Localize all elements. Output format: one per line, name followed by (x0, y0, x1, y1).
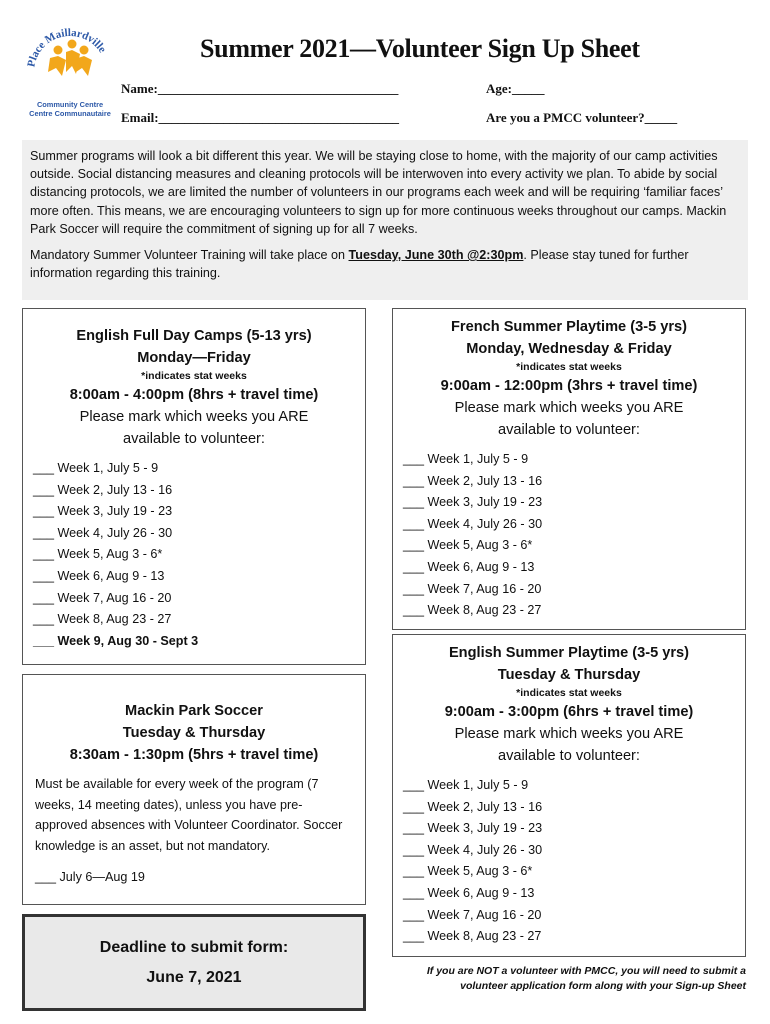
deadline-date: June 7, 2021 (146, 969, 242, 986)
fsp-week-5[interactable]: ___ Week 5, Aug 3 - 6* (403, 538, 533, 553)
esp-week-7[interactable]: ___ Week 7, Aug 16 - 20 (403, 907, 542, 922)
training-text-after: . Please stay tuned for further information regarding this training. (30, 248, 689, 281)
efd-title: English Full Day Camps (5-13 yrs) (76, 328, 312, 344)
fsp-week-2[interactable]: ___ Week 2, July 13 - 16 (403, 473, 543, 488)
training-text-before: Mandatory Summer Volunteer Training will take place on (30, 248, 349, 263)
efd-week-2[interactable]: ___ Week 2, July 13 - 16 (33, 482, 173, 497)
esp-days: Tuesday & Thursday (497, 667, 641, 683)
efd-week-6[interactable]: ___ Week 6, Aug 9 - 13 (33, 568, 165, 583)
esp-title: English Summer Playtime (3-5 yrs) (448, 645, 690, 661)
soccer-time: 8:30am - 1:30pm (5hrs + travel time) (69, 747, 319, 763)
footnote-line-1: If you are NOT a volunteer with PMCC, you will need to submit a (426, 965, 746, 977)
efd-week-1[interactable]: ___ Week 1, July 5 - 9 (33, 461, 159, 475)
age-field[interactable]: Age:_____ (486, 81, 545, 96)
name-field[interactable]: Name:_____________________________________ (121, 81, 399, 96)
intro-paragraph: Summer programs will look a bit different this year. We will be staying close to home, with the majority of our camp activities outside. Social distancing measures and cleaning protocols will be interwoven into every activity we plan. To abide by social distancing protocols, we are limited the number of volunteers in our programs each week and will be requiring ‘familiar faces’ more often. This means, we are encouraging volunteers to sign up for more continuous weeks throughout our camps. Mackin Park Soccer will require the commitment of signing up for all 7 weeks. (30, 149, 727, 236)
fsp-week-list (393, 449, 745, 622)
soccer-days: Tuesday & Thursday (122, 725, 266, 741)
footnote-line-2: volunteer application form along with your Sign-up Sheet (460, 980, 746, 992)
esp-stat-note: *indicates stat weeks (516, 687, 622, 699)
french-summer-playtime-box (392, 308, 746, 630)
community-centre-logo (22, 20, 118, 120)
logo-arc-text: Place Maillardville (25, 26, 109, 69)
pmcc-volunteer-field[interactable]: Are you a PMCC volunteer?_____ (486, 110, 678, 125)
efd-week-list (23, 458, 365, 652)
esp-week-5[interactable]: ___ Week 5, Aug 3 - 6* (403, 864, 533, 879)
fsp-week-3[interactable]: ___ Week 3, July 19 - 23 (403, 495, 543, 510)
fsp-stat-note: *indicates stat weeks (516, 361, 622, 373)
efd-week-4[interactable]: ___ Week 4, July 26 - 30 (33, 525, 173, 540)
esp-week-4[interactable]: ___ Week 4, July 26 - 30 (403, 842, 543, 857)
logo-subtitle-fr: Centre Communautaire (29, 109, 111, 118)
esp-instruction-1: Please mark which weeks you ARE (454, 726, 684, 742)
efd-week-9[interactable]: ___ Week 9, Aug 30 - Sept 3 (33, 633, 199, 648)
esp-week-6[interactable]: ___ Week 6, Aug 9 - 13 (403, 885, 535, 900)
mackin-park-soccer-box (22, 674, 366, 905)
soccer-description: Must be available for every week of the program (7 weeks, 14 meeting dates), unless you have pre-approved absences with Volunteer Coordinator. Soccer knowledge is an asset, but not mandatory. (35, 777, 343, 853)
training-paragraph (30, 246, 740, 282)
fsp-week-8[interactable]: ___ Week 8, Aug 23 - 27 (403, 603, 542, 618)
fsp-week-6[interactable]: ___ Week 6, Aug 9 - 13 (403, 559, 535, 574)
soccer-week-option[interactable]: ___ July 6—Aug 19 (35, 870, 145, 885)
page-title: Summer 2021—Volunteer Sign Up Sheet (200, 34, 640, 63)
fsp-days: Monday, Wednesday & Friday (466, 341, 672, 357)
esp-week-list (393, 775, 745, 948)
english-summer-playtime-box (392, 634, 746, 957)
soccer-title: Mackin Park Soccer (125, 703, 263, 719)
fsp-instruction-2: available to volunteer: (498, 422, 640, 438)
volunteer-footnote (392, 964, 746, 994)
efd-instruction-1: Please mark which weeks you ARE (79, 409, 309, 425)
fsp-week-4[interactable]: ___ Week 4, July 26 - 30 (403, 516, 543, 531)
efd-week-8[interactable]: ___ Week 8, Aug 23 - 27 (33, 612, 172, 627)
fsp-instruction-1: Please mark which weeks you ARE (454, 400, 684, 416)
efd-week-5[interactable]: ___ Week 5, Aug 3 - 6* (33, 547, 163, 562)
efd-days: Monday—Friday (137, 350, 251, 366)
efd-instruction-2: available to volunteer: (123, 431, 265, 447)
intro-panel (22, 140, 748, 300)
efd-week-3[interactable]: ___ Week 3, July 19 - 23 (33, 504, 173, 519)
efd-week-7[interactable]: ___ Week 7, Aug 16 - 20 (33, 590, 172, 605)
deadline-box (22, 914, 366, 1011)
english-full-day-camps-box (22, 308, 366, 665)
email-field[interactable]: Email:_____________________________________ (121, 110, 400, 125)
esp-week-2[interactable]: ___ Week 2, July 13 - 16 (403, 799, 543, 814)
esp-time: 9:00am - 3:00pm (6hrs + travel time) (444, 704, 694, 720)
efd-stat-note: *indicates stat weeks (141, 370, 247, 382)
logo-emblem (22, 20, 118, 100)
training-date: Tuesday, June 30th @2:30pm (348, 248, 524, 263)
fsp-week-7[interactable]: ___ Week 7, Aug 16 - 20 (403, 581, 542, 596)
fsp-title: French Summer Playtime (3-5 yrs) (450, 319, 688, 335)
logo-subtitle-en: Community Centre (36, 100, 104, 109)
fsp-time: 9:00am - 12:00pm (3hrs + travel time) (440, 378, 698, 394)
esp-week-3[interactable]: ___ Week 3, July 19 - 23 (403, 821, 543, 836)
esp-week-1[interactable]: ___ Week 1, July 5 - 9 (403, 778, 529, 792)
deadline-label: Deadline to submit form: (99, 939, 289, 956)
fsp-week-1[interactable]: ___ Week 1, July 5 - 9 (403, 452, 529, 466)
efd-time: 8:00am - 4:00pm (8hrs + travel time) (69, 387, 319, 403)
esp-instruction-2: available to volunteer: (498, 748, 640, 764)
esp-week-8[interactable]: ___ Week 8, Aug 23 - 27 (403, 929, 542, 944)
